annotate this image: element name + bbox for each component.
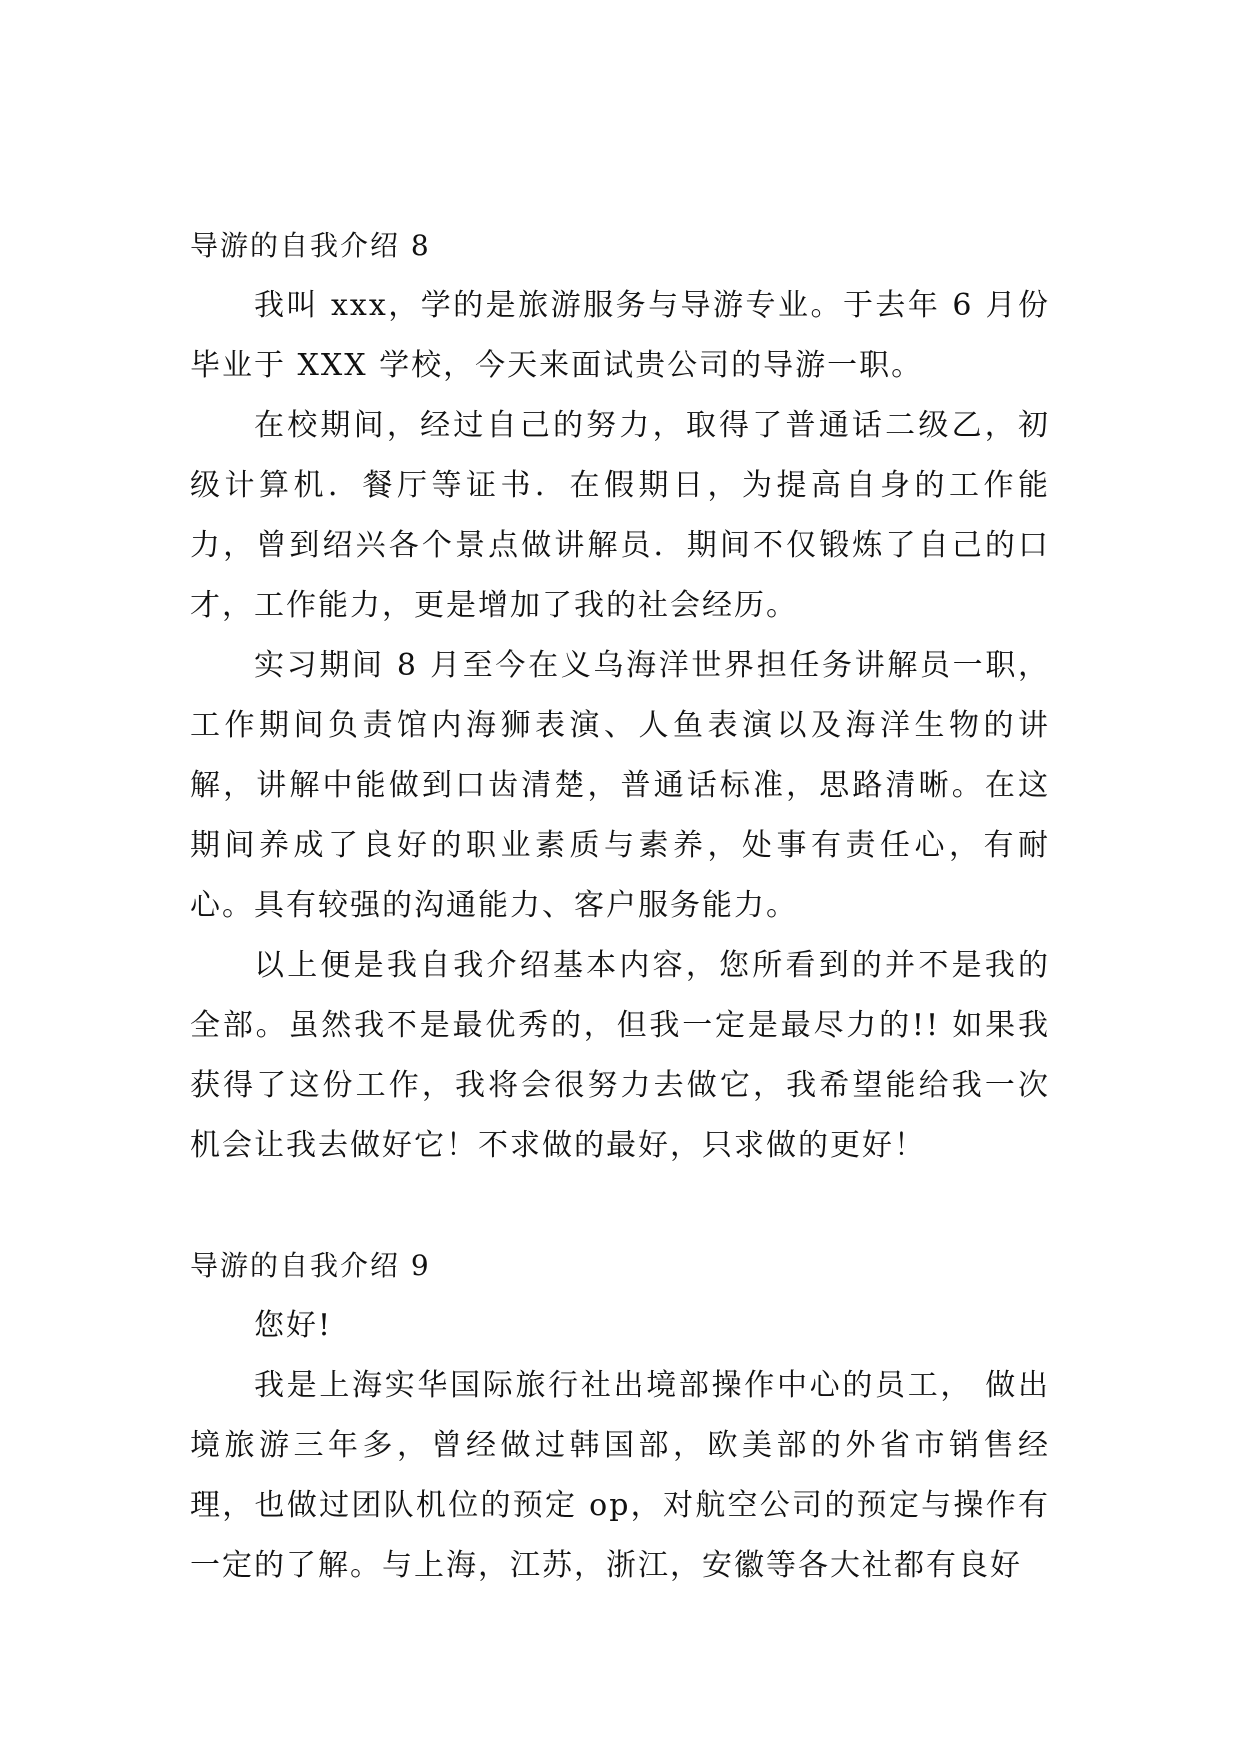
paragraph: 在校期间，经过自己的努力，取得了普通话二级乙，初级计算机．餐厅等证书．在假期日，为提高自身的工作能力，曾到绍兴各个景点做讲解员．期间不仅锻炼了自己的口才，工作能力，更是增加了我的社会经历。 [190, 408, 1050, 623]
paragraph: 我叫 xxx，学的是旅游服务与导游专业。于去年 6 月份毕业于 XXX 学校，今天来面试贵公司的导游一职。 [190, 288, 1050, 383]
section-heading: 导游的自我介绍 9 [190, 1249, 431, 1282]
document-body [190, 216, 1050, 1596]
section-intro-9 [190, 1236, 1050, 1596]
section-intro-8 [190, 216, 1050, 1176]
section-heading: 导游的自我介绍 8 [190, 229, 431, 262]
paragraph: 实习期间 8 月至今在义乌海洋世界担任务讲解员一职，工作期间负责馆内海狮表演、人鱼表演以及海洋生物的讲解，讲解中能做到口齿清楚，普通话标准，思路清晰。在这期间养成了良好的职业素质与素养，处事有责任心，有耐心。具有较强的沟通能力、客户服务能力。 [190, 648, 1050, 923]
section-spacer [190, 1176, 1050, 1236]
paragraph: 我是上海实华国际旅行社出境部操作中心的员工， 做出境旅游三年多，曾经做过韩国部，欧美部的外省市销售经理，也做过团队机位的预定 op，对航空公司的预定与操作有一定的了解。与上海，江苏，浙江，安徽等各大社都有良好 [190, 1368, 1050, 1583]
paragraph: 以上便是我自我介绍基本内容，您所看到的并不是我的全部。虽然我不是最优秀的，但我一定是最尽力的!! 如果我获得了这份工作，我将会很努力去做它，我希望能给我一次机会让我去做好它！不求做的最好，只求做的更好！ [190, 948, 1050, 1163]
paragraph: 您好! [254, 1308, 333, 1343]
